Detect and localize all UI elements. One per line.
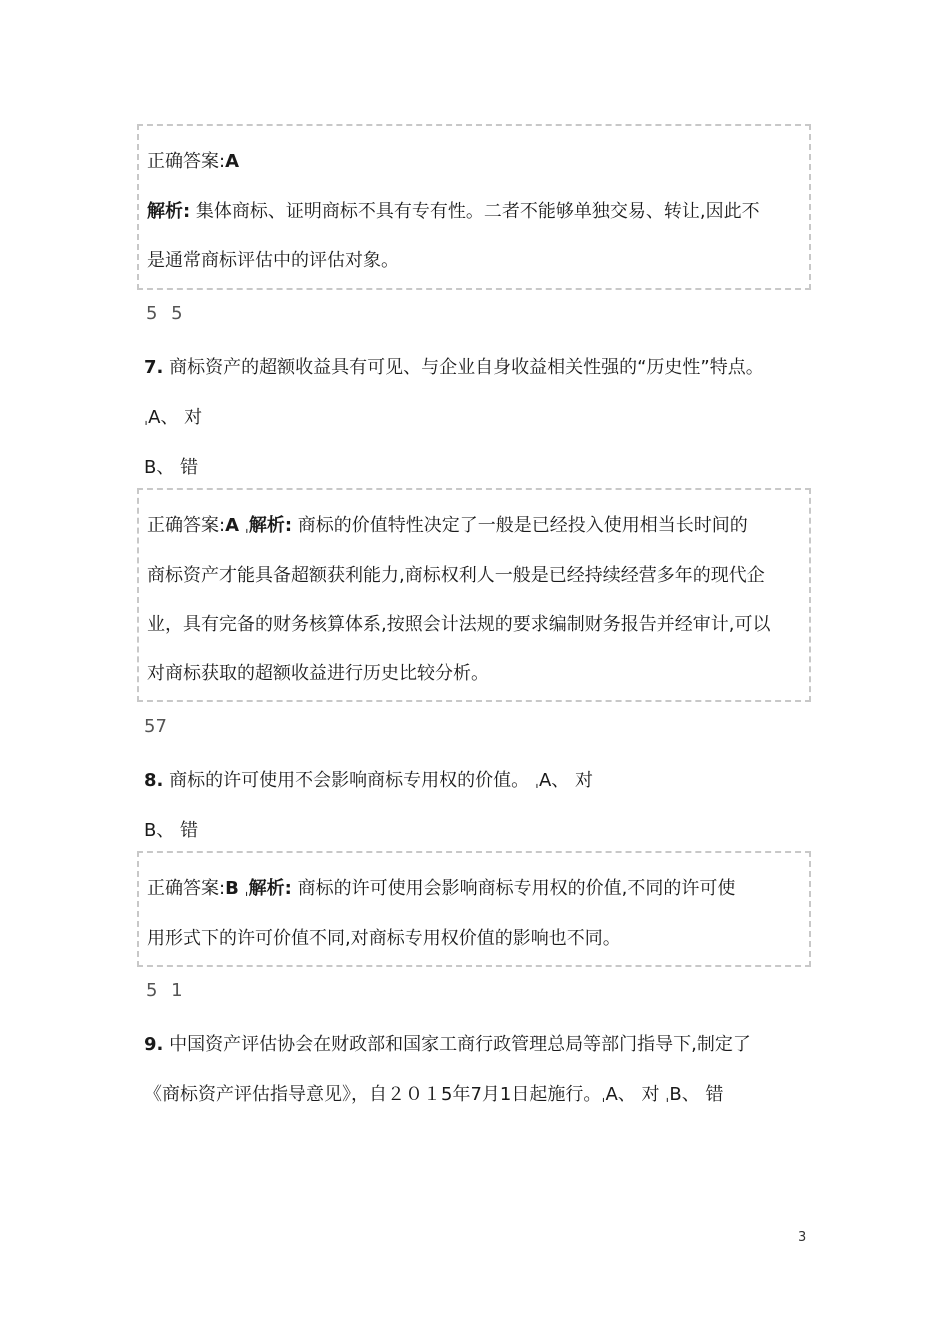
question-7: 7. 商标资产的超额收益具有可见、与企业自身收益相关性强的“历史性”特点。 [144, 357, 764, 378]
answer-value: B [225, 878, 239, 899]
option-b-q8[interactable]: B、 错 [144, 820, 199, 841]
analysis-label: 解析: [248, 878, 292, 899]
answer-line: 正确答案:A ˌ解析: 商标的价值特性决定了一般是已经投入使用相当长时间的 [147, 515, 748, 536]
analysis-line-2: 是通常商标评估中的评估对象。 [147, 250, 399, 271]
bullet-mark-icon: ˌ [244, 880, 249, 898]
bullet-mark-icon: ˌ [534, 772, 539, 790]
analysis-line-1: 解析: 集体商标、证明商标不具有专有性。二者不能够单独交易、转让,因此不 [147, 201, 760, 222]
analysis-line-2: 商标资产才能具备超额获利能力,商标权利人一般是已经持续经营多年的现代企 [147, 565, 765, 586]
option-b-q7[interactable]: B、 错 [144, 457, 199, 478]
answer-box-q7 [137, 488, 811, 702]
analysis-line-3: 业，具有完备的财务核算体系,按照会计法规的要求编制财务报告并经审计,可以 [147, 614, 771, 635]
question-9-line-1: 9. 中国资产评估协会在财政部和国家工商行政管理总局等部门指导下,制定了 [144, 1034, 751, 1055]
question-number: 9. [144, 1034, 164, 1055]
answer-box-q6 [137, 124, 811, 290]
answer-value: A [225, 151, 240, 172]
answer-value: A [225, 515, 240, 536]
bullet-mark-icon: ˌ [244, 517, 249, 535]
option-b-q9[interactable]: B、 错 [669, 1084, 724, 1105]
question-number: 7. [144, 357, 164, 378]
bullet-mark-icon: ˌ [144, 409, 149, 427]
answer-line: 正确答案:A [147, 151, 240, 172]
answer-box-q8 [137, 851, 811, 967]
option-a-q7[interactable]: ˌA、 对 [144, 407, 203, 428]
answer-line: 正确答案:B ˌ解析: 商标的许可使用会影响商标专用权的价值,不同的许可使 [147, 878, 736, 899]
option-a-q9[interactable]: A、 对 [605, 1084, 660, 1105]
bullet-mark-icon: ˌ [601, 1086, 606, 1104]
score-q6: 5 5 [146, 303, 187, 324]
analysis-label: 解析: [248, 515, 293, 536]
analysis-label: 解析: [147, 201, 191, 222]
question-9-line-2: 《商标资产评估指导意见》，自２０１5年7月1日起施行。ˌA、 对 ˌB、 错 [144, 1084, 724, 1105]
analysis-line-4: 对商标获取的超额收益进行历史比较分析。 [147, 663, 489, 684]
option-a-q8[interactable]: A、 对 [538, 770, 594, 791]
page-number: 3 [798, 1230, 807, 1245]
question-number: 8. [144, 770, 164, 791]
score-q8: 5 1 [146, 980, 187, 1001]
bullet-mark-icon: ˌ [665, 1086, 670, 1104]
analysis-line-2: 用形式下的许可价值不同,对商标专用权价值的影响也不同。 [147, 928, 621, 949]
question-8: 8. 商标的许可使用不会影响商标专用权的价值。 ˌA、 对 [144, 770, 594, 791]
score-q7: 57 [144, 716, 167, 737]
